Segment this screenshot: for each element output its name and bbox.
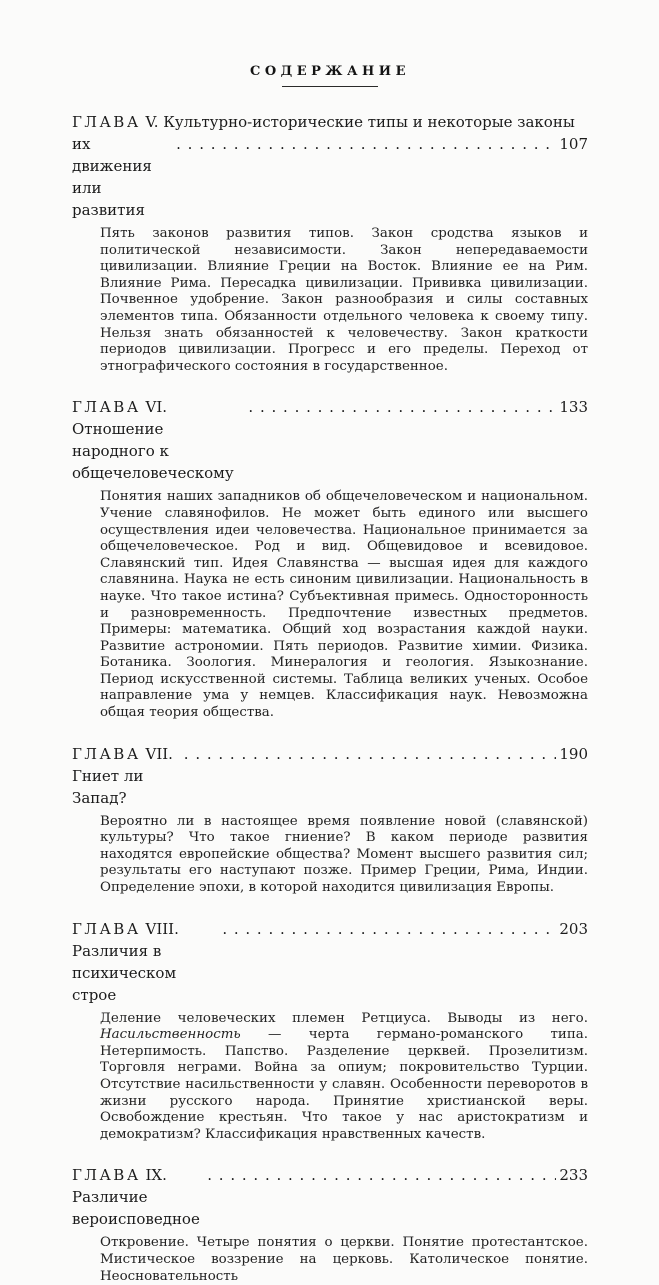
toc-entry-chapter-8 (72, 918, 588, 1144)
chapter-title (72, 396, 243, 484)
chapter-word: ГЛАВА (72, 398, 141, 417)
chapter-description (100, 1011, 588, 1144)
chapter-heading-line1 (72, 111, 588, 133)
chapter-heading (72, 396, 588, 484)
description-text: — черта германо-романского типа. Нетерпимость. Папство. Разделение церквей. Прозелитизм. Торговля неграми. Война за опиум; покровительство Турции. Отсутствие насильственности у славян. Особенности переворотов в жизни русского народа. Принятие христианской веры. Освобождение крестьян. Что такое у нас аристократизм и демократизм? Классификация нравственных качеств. (100, 1027, 588, 1142)
toc-entry-chapter-5 (72, 111, 588, 375)
chapter-word: ГЛАВА (72, 744, 141, 763)
chapter-title (72, 1164, 202, 1230)
heading-rule (282, 86, 378, 87)
chapter-number: VI. (145, 398, 168, 417)
chapter-description: Пять законов развития типов. Закон сродства языков и политической независимости. Закон непередаваемости цивилизации. Влияние Греции на Восток. Влияние ее на Рим. Влияние Рима. Пересадка цивилизации. Прививка цивилизации. Почвенное удобрение. Закон разнообразия и силы составных элементов типа. Обязанности отдельного человека к своему типу. Нельзя знать обязанностей к человечеству. Закон краткости периодов цивилизации. Прогресс и его пределы. Переход от этнографического состояния в государственное. (100, 226, 588, 374)
page-number: 203 (559, 919, 588, 938)
chapter-word: ГЛАВА (72, 919, 141, 938)
chapter-heading-line2 (72, 133, 588, 221)
toc-entry-chapter-6 (72, 396, 588, 721)
chapter-word: ГЛАВА (72, 113, 141, 131)
chapter-title-text: Различия в психическом строе (72, 941, 177, 1004)
chapter-number: V. (145, 113, 159, 131)
chapter-description: Откровение. Четыре понятия о церкви. Понятие протестантское. Мистическое воззрение на церковь. Католическое понятие. Неосновательность (100, 1235, 588, 1284)
dot-leader (207, 1164, 556, 1186)
chapter-number: VII. (145, 744, 173, 763)
table-of-contents (72, 111, 588, 1285)
page-number: 107 (559, 135, 588, 153)
chapter-heading (72, 918, 588, 1006)
chapter-title (72, 918, 217, 1006)
chapter-heading (72, 1164, 588, 1230)
page-number: 233 (559, 1166, 588, 1185)
chapter-number: VIII. (145, 919, 179, 938)
dot-leader (184, 743, 557, 765)
description-text: Деление человеческих племен Ретциуса. Выводы из него. (100, 1010, 588, 1026)
dot-leader (222, 918, 556, 940)
chapter-title-continuation: их движения или развития (72, 135, 152, 219)
chapter-title-text: Гниет ли Запад? (72, 766, 144, 807)
toc-entry-chapter-9 (72, 1164, 588, 1285)
chapter-title (72, 743, 179, 809)
page-number: 133 (559, 398, 588, 417)
chapter-heading (72, 743, 588, 809)
chapter-title-text: Различие вероисповедное (72, 1188, 200, 1229)
page-number: 190 (559, 744, 588, 763)
chapter-description: Понятия наших западников об общечеловеческом и национальном. Учение славянофилов. Не может быть единого или высшего осуществления идеи человечества. Национальное принимается за общечеловеческое. Род и вид. Общевидовое и всевидовое. Славянский тип. Идея Славянства — высшая идея для каждого славянина. Наука не есть синоним цивилизации. Национальность в науке. Что такое истина? Субъективная примесь. Односторонность и разновременность. Предпочтение известных предметов. Примеры: математика. Общий ход возрастания каждой науки. Развитие астрономии. Пять периодов. Развитие химии. Физика. Ботаника. Зоология. Минералогия и геология. Языкознание. Период искусственной системы. Таблица великих ученых. Особое направление ума у немцев. Классификация наук. Невозможна общая теория общества. (100, 489, 588, 721)
page-title: СОДЕРЖАНИЕ (249, 64, 411, 79)
dot-leader (248, 396, 556, 418)
chapter-number: IX. (145, 1166, 167, 1185)
chapter-description: Вероятно ли в настоящее время появление новой (славянской) культуры? Что такое гниение? В каком периоде развития находятся европейские общества? Момент высшего развития сил; результаты его наступают позже. Пример Греции, Рима, Индии. Определение эпохи, в которой находится цивилизация Европы. (100, 813, 588, 896)
dot-leader (176, 133, 556, 155)
chapter-title-text: Культурно-исторические типы и некоторые законы (163, 113, 575, 131)
chapter-title-text: Отношение народного к общечеловеческому (72, 420, 234, 483)
italic-term: Насильственность (100, 1027, 241, 1043)
chapter-word: ГЛАВА (72, 1166, 141, 1185)
toc-entry-chapter-7 (72, 743, 588, 897)
